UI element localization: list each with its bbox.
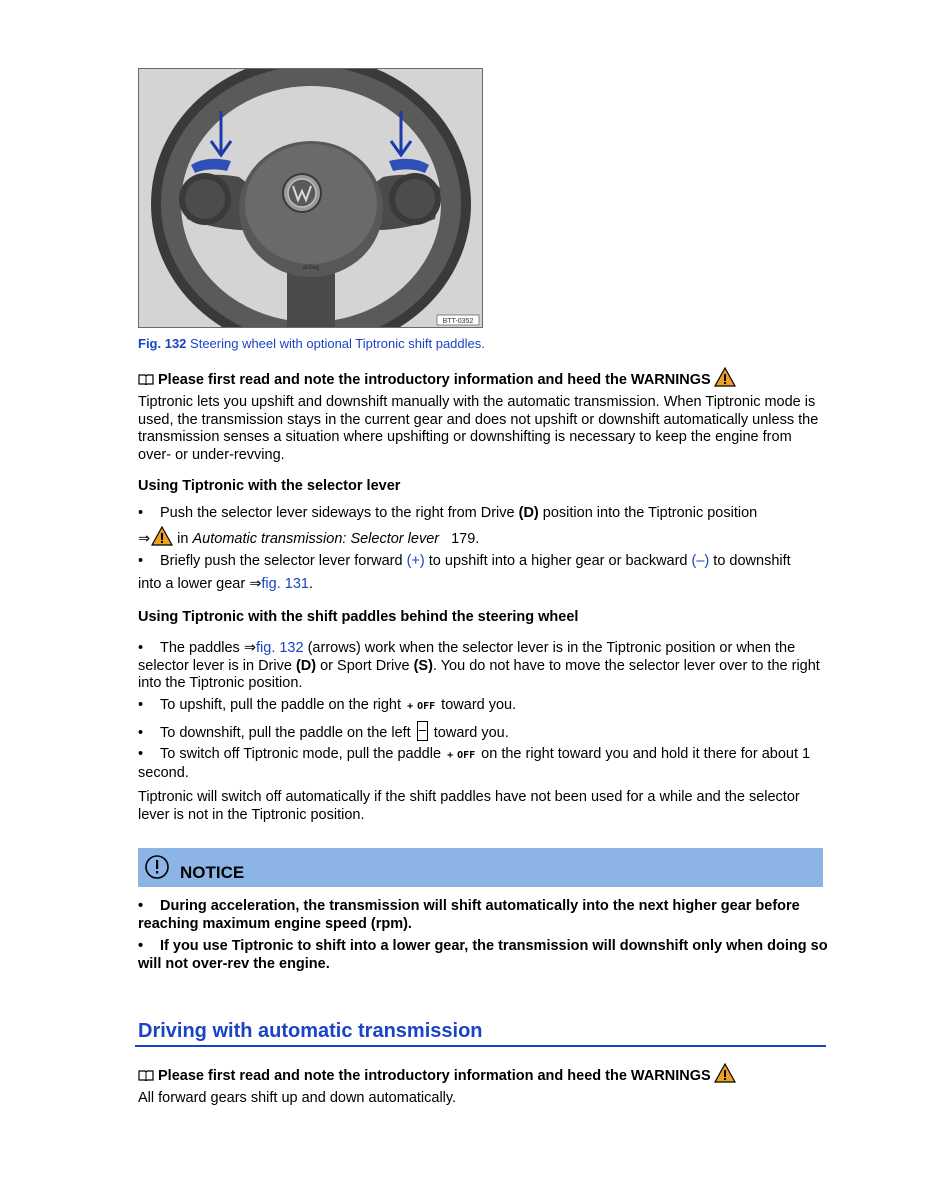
book-icon — [138, 373, 154, 385]
heading-rule — [135, 1045, 826, 1047]
intro-text: Please first read and note the introductory information and heed the WARNINGS — [158, 1068, 711, 1084]
tiptronic-description — [138, 394, 828, 464]
bullet-dot: • — [138, 640, 144, 656]
plus-symbol: + — [407, 701, 414, 712]
minus-paddle-icon — [417, 721, 428, 741]
fig-131-link[interactable]: fig. 131 — [261, 576, 309, 592]
upshift-symbol: (+) — [406, 553, 425, 569]
selector-bullet-1: • Push the selector lever sideways to the right from Drive (D) position into the Tiptronic position — [138, 505, 758, 521]
warning-icon[interactable] — [714, 1063, 736, 1083]
fig-132-link[interactable]: fig. 132 — [256, 640, 304, 656]
bullet-dot: • — [138, 898, 144, 914]
intro-text: Please first read and note the introductory information and heed the WARNINGS — [158, 372, 711, 388]
bullet-dot: • — [138, 697, 144, 713]
horn-label: airbag — [302, 265, 320, 271]
selector-bullet-2-cont: into a lower gear ⇒fig. 131. — [138, 576, 313, 592]
notice-item-2: • If you use Tiptronic to shift into a lower gear, the transmission will downshift only when doing so will not over-rev the engine. — [138, 938, 828, 972]
auto-switch-off-paragraph: Tiptronic will switch off automatically if the shift paddles have not been used for a while and the selector lever is not in the Tiptronic position. — [138, 789, 800, 823]
cross-reference: Automatic transmission: Selector lever — [192, 531, 440, 547]
paddles-bullet-4: • To switch off Tiptronic mode, pull the paddle + OFF on the right toward you and hold it there for about 1 second. — [138, 746, 811, 781]
notice-bar — [138, 848, 823, 887]
off-symbol: OFF — [417, 701, 436, 712]
page-reference: 179. — [451, 531, 480, 547]
selector-bullet-1-ref: ⇒ in Automatic transmission: Selector lever 179. — [138, 526, 828, 549]
paddles-bullet-3: • To downshift, pull the paddle on the left toward you. — [138, 721, 828, 743]
section-heading: Using Tiptronic with the selector lever — [138, 478, 401, 494]
figure-caption-text: Steering wheel with optional Tiptronic shift paddles. — [186, 336, 485, 351]
section-heading: Using Tiptronic with the shift paddles behind the steering wheel — [138, 609, 579, 625]
bullet-dot: • — [138, 505, 144, 521]
bullet-dot: • — [138, 553, 144, 569]
plus-symbol: + — [447, 750, 454, 761]
driving-automatic-heading — [138, 1020, 483, 1043]
section-selector-lever-heading — [138, 478, 400, 494]
tiptronic-paragraph: Tiptronic lets you upshift and downshift manually with the automatic transmission. When Tiptronic mode is used, the transmission stays in the current gear and does not upshift or downshift automatically unless the transmission senses a situation where upshifting or downshifting is necessary to keep the engine from over- or under-revving. — [138, 394, 819, 463]
figure-caption — [138, 336, 485, 351]
forward-gears-paragraph: All forward gears shift up and down automatically. — [138, 1090, 457, 1106]
figure-code: BTT-0352 — [442, 318, 474, 325]
section-title: Driving with automatic transmission — [138, 1020, 483, 1042]
bullet-dot: • — [138, 746, 144, 762]
warning-icon[interactable] — [714, 367, 736, 387]
steering-wheel-figure — [138, 68, 483, 328]
paddles-bullet-2: • To upshift, pull the paddle on the right + OFF toward you. — [138, 697, 517, 713]
exclamation-icon — [144, 854, 170, 880]
bullet-dot: • — [138, 725, 144, 741]
notice-item-1: • During acceleration, the transmission will shift automatically into the next higher gear before reaching maximum engine speed (rpm). — [138, 898, 800, 932]
figure-label: Fig. 132 — [138, 336, 187, 351]
selector-bullet-2: • Briefly push the selector lever forward (+) to upshift into a higher gear or backward (–) to downshift — [138, 553, 791, 569]
steering-wheel-illustration — [139, 69, 482, 327]
warning-icon[interactable] — [151, 526, 173, 546]
book-icon — [138, 1069, 154, 1081]
bullet-dot: • — [138, 938, 144, 954]
intro-note — [138, 367, 838, 390]
intro-note-2 — [138, 1063, 838, 1086]
section-shift-paddles-heading — [138, 609, 578, 625]
paddles-bullet-1: • The paddles ⇒fig. 132 (arrows) work when the selector lever is in the Tiptronic position or when the selector lever is in Drive (D) or Sport Drive (S). You do not have to move the selector lever over to the right into the Tiptronic position. — [138, 640, 820, 691]
off-symbol: OFF — [457, 750, 476, 761]
downshift-symbol: (–) — [691, 553, 710, 569]
notice-title: NOTICE — [180, 863, 245, 882]
